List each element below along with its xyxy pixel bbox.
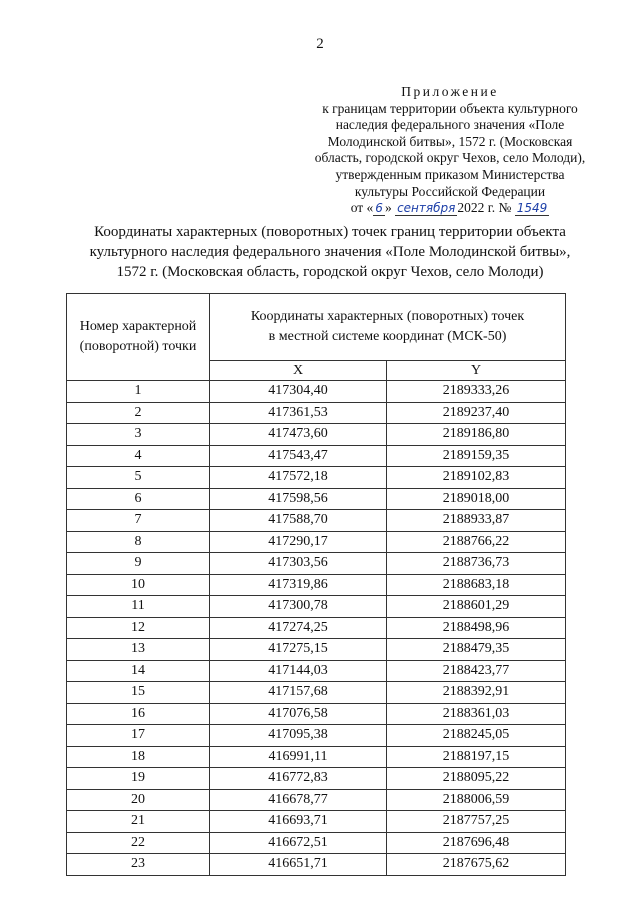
date-mid: » — [384, 200, 392, 216]
table-row — [67, 768, 566, 790]
cell-point-number: 12 — [67, 617, 210, 639]
cell-y: 2188766,22 — [387, 531, 566, 553]
appendix-block — [300, 84, 600, 217]
cell-x: 417144,03 — [210, 660, 387, 682]
cell-point-number: 13 — [67, 639, 210, 661]
header-coordinates: Координаты характерных (поворотных) точек в местной системе координат (МСК-50) — [210, 294, 566, 361]
cell-y: 2188933,87 — [387, 510, 566, 532]
title-line: Координаты характерных (поворотных) точек границ территории объекта — [94, 224, 566, 240]
cell-x: 417300,78 — [210, 596, 387, 618]
cell-y: 2189237,40 — [387, 402, 566, 424]
cell-point-number: 10 — [67, 574, 210, 596]
cell-point-number: 14 — [67, 660, 210, 682]
cell-x: 417588,70 — [210, 510, 387, 532]
title-line: 1572 г. (Московская область, городской округ Чехов, село Молоди) — [116, 264, 544, 280]
cell-x: 416672,51 — [210, 832, 387, 854]
cell-y: 2188197,15 — [387, 746, 566, 768]
table-header — [67, 294, 566, 381]
table-body — [67, 381, 566, 876]
table-row — [67, 467, 566, 489]
cell-point-number: 21 — [67, 811, 210, 833]
header-x: X — [210, 361, 387, 381]
cell-y: 2188498,96 — [387, 617, 566, 639]
header-row — [67, 294, 566, 361]
cell-point-number: 8 — [67, 531, 210, 553]
document-title — [80, 222, 580, 282]
cell-point-number: 6 — [67, 488, 210, 510]
cell-point-number: 9 — [67, 553, 210, 575]
cell-point-number: 11 — [67, 596, 210, 618]
cell-y: 2188006,59 — [387, 789, 566, 811]
cell-x: 417473,60 — [210, 424, 387, 446]
cell-y: 2189018,00 — [387, 488, 566, 510]
page-number: 2 — [316, 36, 324, 52]
cell-x: 416772,83 — [210, 768, 387, 790]
cell-y: 2187696,48 — [387, 832, 566, 854]
date-day-handwritten: 6 — [375, 201, 383, 216]
cell-y: 2189102,83 — [387, 467, 566, 489]
cell-x: 417275,15 — [210, 639, 387, 661]
table-row — [67, 811, 566, 833]
order-number-handwritten: 1549 — [516, 201, 548, 216]
cell-x: 417076,58 — [210, 703, 387, 725]
cell-point-number: 1 — [67, 381, 210, 403]
table-row — [67, 510, 566, 532]
cell-y: 2188392,91 — [387, 682, 566, 704]
table-row — [67, 746, 566, 768]
table-row — [67, 703, 566, 725]
cell-point-number: 2 — [67, 402, 210, 424]
table-row — [67, 660, 566, 682]
table-row — [67, 553, 566, 575]
cell-x: 417572,18 — [210, 467, 387, 489]
cell-point-number: 23 — [67, 854, 210, 876]
cell-point-number: 20 — [67, 789, 210, 811]
cell-x: 417095,38 — [210, 725, 387, 747]
cell-point-number: 4 — [67, 445, 210, 467]
appendix-line: культуры Российской Федерации — [354, 183, 546, 199]
cell-y: 2187675,62 — [387, 854, 566, 876]
table-row — [67, 639, 566, 661]
table-row — [67, 531, 566, 553]
cell-x: 417304,40 — [210, 381, 387, 403]
cell-point-number: 18 — [67, 746, 210, 768]
cell-x: 416991,11 — [210, 746, 387, 768]
table-row — [67, 488, 566, 510]
cell-y: 2187757,25 — [387, 811, 566, 833]
table-row — [67, 574, 566, 596]
cell-y: 2189333,26 — [387, 381, 566, 403]
coordinates-table — [66, 293, 566, 876]
table-row — [67, 381, 566, 403]
appendix-line: к границам территории объекта культурного — [322, 100, 578, 116]
cell-y: 2188736,73 — [387, 553, 566, 575]
cell-x: 417274,25 — [210, 617, 387, 639]
table-row — [67, 789, 566, 811]
table-row — [67, 402, 566, 424]
header-y: Y — [387, 361, 566, 381]
date-prefix: от « — [350, 200, 374, 216]
cell-y: 2188423,77 — [387, 660, 566, 682]
table-row — [67, 617, 566, 639]
cell-y: 2189186,80 — [387, 424, 566, 446]
cell-x: 416651,71 — [210, 854, 387, 876]
table-row — [67, 424, 566, 446]
cell-point-number: 5 — [67, 467, 210, 489]
cell-x: 417319,86 — [210, 574, 387, 596]
table-row — [67, 445, 566, 467]
cell-x: 417361,53 — [210, 402, 387, 424]
cell-point-number: 3 — [67, 424, 210, 446]
cell-y: 2188601,29 — [387, 596, 566, 618]
cell-x: 416693,71 — [210, 811, 387, 833]
cell-y: 2188683,18 — [387, 574, 566, 596]
appendix-date-line — [300, 200, 600, 217]
cell-point-number: 19 — [67, 768, 210, 790]
table-row — [67, 832, 566, 854]
header-point-number: Номер характерной (поворотной) точки — [67, 294, 210, 381]
cell-x: 417598,56 — [210, 488, 387, 510]
appendix-line: Молодинской битвы», 1572 г. (Московская — [327, 133, 573, 149]
table-row — [67, 725, 566, 747]
cell-x: 416678,77 — [210, 789, 387, 811]
cell-x: 417157,68 — [210, 682, 387, 704]
cell-y: 2188361,03 — [387, 703, 566, 725]
cell-point-number: 15 — [67, 682, 210, 704]
appendix-line: наследия федерального значения «Поле — [335, 117, 565, 133]
cell-x: 417543,47 — [210, 445, 387, 467]
cell-x: 417290,17 — [210, 531, 387, 553]
table-row — [67, 596, 566, 618]
cell-point-number: 7 — [67, 510, 210, 532]
date-suffix: 2022 г. № — [457, 200, 512, 216]
cell-point-number: 22 — [67, 832, 210, 854]
appendix-heading: Приложение — [401, 84, 499, 99]
cell-x: 417303,56 — [210, 553, 387, 575]
table-row — [67, 854, 566, 876]
cell-y: 2188095,22 — [387, 768, 566, 790]
appendix-line: утвержденным приказом Министерства — [335, 166, 565, 182]
date-month-handwritten: сентября — [397, 201, 456, 216]
cell-y: 2188479,35 — [387, 639, 566, 661]
cell-y: 2189159,35 — [387, 445, 566, 467]
appendix-line: область, городской округ Чехов, село Молоди), — [314, 150, 586, 166]
cell-point-number: 16 — [67, 703, 210, 725]
title-line: культурного наследия федерального значения «Поле Молодинской битвы», — [89, 244, 571, 260]
cell-y: 2188245,05 — [387, 725, 566, 747]
table-row — [67, 682, 566, 704]
cell-point-number: 17 — [67, 725, 210, 747]
